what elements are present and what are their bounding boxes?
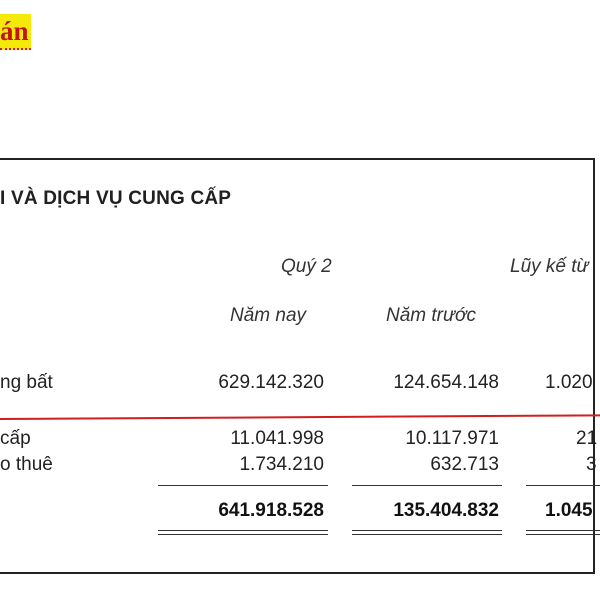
row-this-year-value: 11.041.998 <box>230 428 324 449</box>
row-this-year-value: 629.142.320 <box>218 372 324 393</box>
row-label: cấp <box>0 428 31 449</box>
row-label: ng bất <box>0 372 53 393</box>
row-ytd-value: 1.020 <box>545 372 593 393</box>
total-ytd-value: 1.045 <box>545 500 593 521</box>
this-year-header: Năm nay <box>230 305 307 326</box>
site-logo-text: án <box>0 14 31 50</box>
row-last-year-value: 124.654.148 <box>393 372 499 393</box>
section-heading: I VÀ DỊCH VỤ CUNG CẤP <box>0 188 232 209</box>
total-this-year-value: 641.918.528 <box>218 500 324 521</box>
subtotal-rule <box>352 485 502 486</box>
total-last-year-value: 135.404.832 <box>393 500 499 521</box>
row-last-year-value: 10.117.971 <box>405 428 499 449</box>
row-label: o thuê <box>0 454 53 475</box>
row-last-year-value: 632.713 <box>430 454 499 475</box>
total-double-rule <box>158 530 328 531</box>
total-double-rule <box>158 534 328 535</box>
subtotal-rule <box>158 485 328 486</box>
red-annotation-line <box>0 414 600 420</box>
total-double-rule <box>526 534 600 535</box>
total-double-rule <box>352 530 502 531</box>
row-ytd-value: 21 <box>576 428 598 449</box>
last-year-header: Năm trước <box>386 305 477 326</box>
total-double-rule <box>352 534 502 535</box>
financial-table-panel <box>0 158 598 574</box>
subtotal-rule <box>526 485 600 486</box>
ytd-header: Lũy kế từ <box>510 256 589 277</box>
row-this-year-value: 1.734.210 <box>239 454 324 475</box>
row-ytd-value: 3 <box>586 454 597 475</box>
quarter-header: Quý 2 <box>281 256 332 277</box>
total-double-rule <box>526 530 600 531</box>
